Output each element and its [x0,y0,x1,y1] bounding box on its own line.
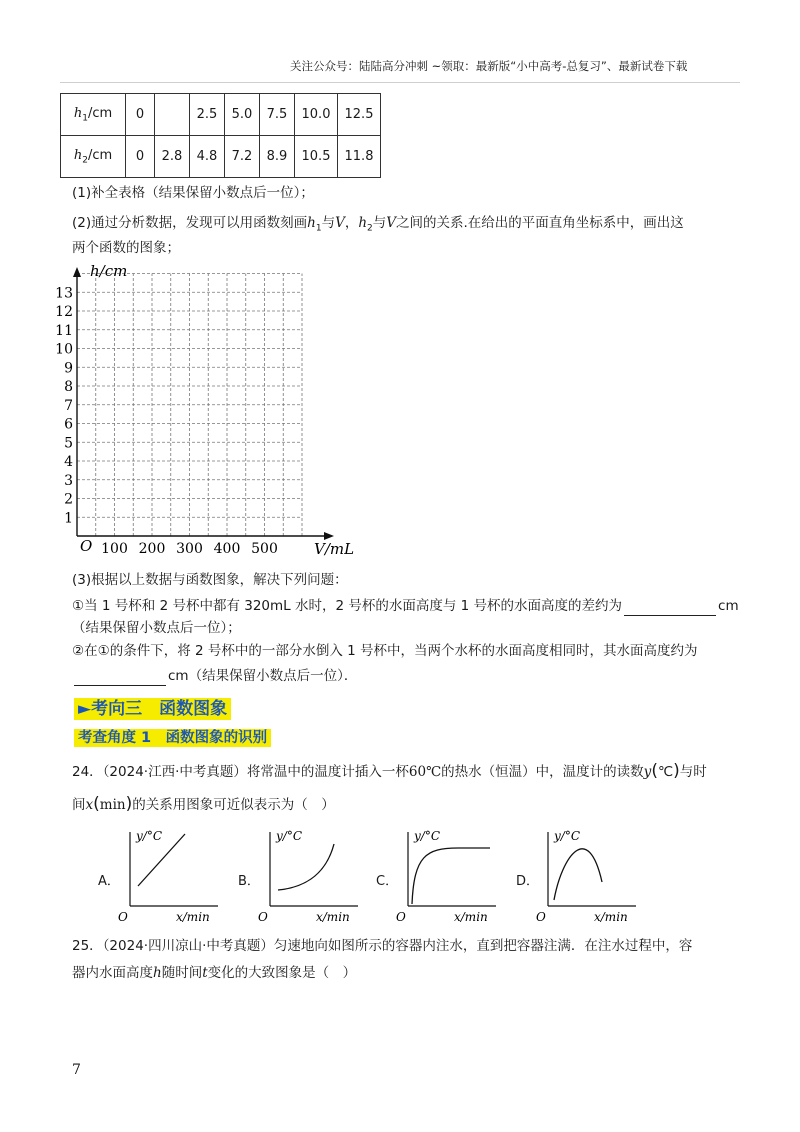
x-axis-label: V/mL [314,540,355,558]
y-tick-label: 8 [64,379,73,395]
option-graph-c[interactable] [396,826,506,926]
y-tick-label: 7 [64,397,73,414]
rising-convex-curve [278,844,334,890]
question-3-sub-2: ②在①的条件下，将 2 号杯中的一部分水倒入 1 号杯中，当两个水杯的水面高度相同时，其水面高度约为 [72,643,698,659]
table-cell-empty [155,94,190,136]
question-24-line-1: 24．（2024·江西·中考真题）将常温中的温度计插入一杯60℃的热水（恒温）中，温度计的读数y(℃)与时 [72,761,707,781]
answer-blank-1[interactable] [624,601,716,616]
option-graph-b[interactable] [258,826,368,926]
option-graph-d[interactable] [536,826,646,926]
header-note: 关注公众号：陆陆高分冲刺 ~领取：最新版“小中高考-总复习”、最新试卷下载 [290,59,688,73]
y-tick-label: 4 [64,454,73,470]
table-cell: 11.8 [338,136,381,178]
x-tick-labels [101,541,278,557]
page-number: 7 [72,1062,81,1078]
question-3-sub-2-end: cm（结果保留小数点后一位）． [72,666,357,686]
table-row [61,136,381,178]
y-tick-label: 12 [55,304,73,320]
subsection-title: 考查角度 1 函数图象的识别 [74,726,271,747]
y-tick-label: 2 [64,491,73,508]
table-cell: 10.0 [295,94,338,136]
answer-blank-2[interactable] [74,671,166,686]
section-title: ►考向三 函数图象 [74,694,231,719]
x-tick-label: 100 [101,541,128,557]
question-3-intro: (3)根据以上数据与函数图象，解决下列问题： [72,572,348,588]
origin-label: O [258,910,268,924]
option-letter-b[interactable]: B． [238,874,260,889]
table-cell: 10.5 [295,136,338,178]
x-axis-arrow [324,532,334,540]
coordinate-grid [55,258,370,563]
rise-fall-curve [554,849,602,900]
table-cell: 7.5 [260,94,295,136]
y-tick-label: 3 [64,472,73,489]
table-cell: 4.8 [190,136,225,178]
x-tick-label: 300 [176,541,203,557]
y-axis-label: h/cm [90,262,128,280]
table-cell: 2.5 [190,94,225,136]
table-cell: 7.2 [225,136,260,178]
option-letter-d[interactable]: D． [516,874,540,889]
option-letter-a[interactable]: A． [98,874,120,889]
y-axis-label: y/°C [554,829,581,843]
table-cell: 0 [126,94,155,136]
arrow-icon: ► [78,699,92,719]
origin-label: O [396,910,406,924]
x-axis-label: x/min [316,910,350,924]
x-tick-label: 400 [213,541,241,557]
table-cell: 0 [126,136,155,178]
question-25-line-1: 25．（2024·四川凉山·中考真题）匀速地向如图所示的容器内注水，直到把容器注满．在注水过程中，容 [72,938,693,954]
origin-label: O [80,537,93,555]
y-tick-label: 1 [64,510,73,527]
table-cell: 12.5 [338,94,381,136]
y-tick-label: 6 [64,416,73,433]
question-3-sub-1: ①当 1 号杯和 2 号杯中都有 320mL 水时，2 号杯的水面高度与 1 号杯的水面高度的差约为 cm [72,598,739,614]
y-tick-label: 11 [55,322,73,339]
data-table [60,93,381,178]
table-row [61,94,381,136]
y-tick-label: 9 [64,360,73,377]
question-24-line-2: 间x(min)的关系用图象可近似表示为（ ） [72,794,335,814]
x-tick-label: 500 [251,541,278,557]
saturating-curve [412,848,490,904]
origin-label: O [536,910,546,924]
origin-label: O [118,910,128,924]
option-letter-c[interactable]: C． [376,874,399,889]
option-graph-a[interactable] [118,826,228,926]
x-axis-label: x/min [594,910,628,924]
y-tick-label: 10 [55,341,73,358]
table-cell: 2.8 [155,136,190,178]
y-axis-label: y/°C [136,829,163,843]
y-axis-label: y/°C [276,829,303,843]
question-2-line-1: (2)通过分析数据，发现可以用函数刻画$h_1$与V，$h_2$与V之间的关系.在给出的平面直角坐标系中，画出这 [72,215,684,234]
y-tick-label: 5 [64,435,73,452]
question-3-sub-1-note: （结果保留小数点后一位）； [72,620,241,636]
question-1: (1)补全表格（结果保留小数点后一位）； [72,185,314,201]
x-tick-label: 200 [138,541,166,557]
table-cell: 8.9 [260,136,295,178]
header-divider [60,82,740,83]
y-axis-arrow [73,267,81,277]
question-2-line-2: 两个函数的图象； [72,240,180,256]
y-tick-labels [55,285,73,526]
row-label-h2: $h_2/cm$ [61,136,126,178]
table-cell: 5.0 [225,94,260,136]
row-label-h1: $h_1/cm$ [61,94,126,136]
question-25-line-2: 器内水面高度h随时间t变化的大致图象是（ ） [72,965,357,981]
x-axis-label: x/min [176,910,210,924]
y-tick-label: 13 [55,285,73,302]
x-axis-label: x/min [454,910,488,924]
grid-lines [77,274,302,537]
y-axis-label: y/°C [414,829,441,843]
